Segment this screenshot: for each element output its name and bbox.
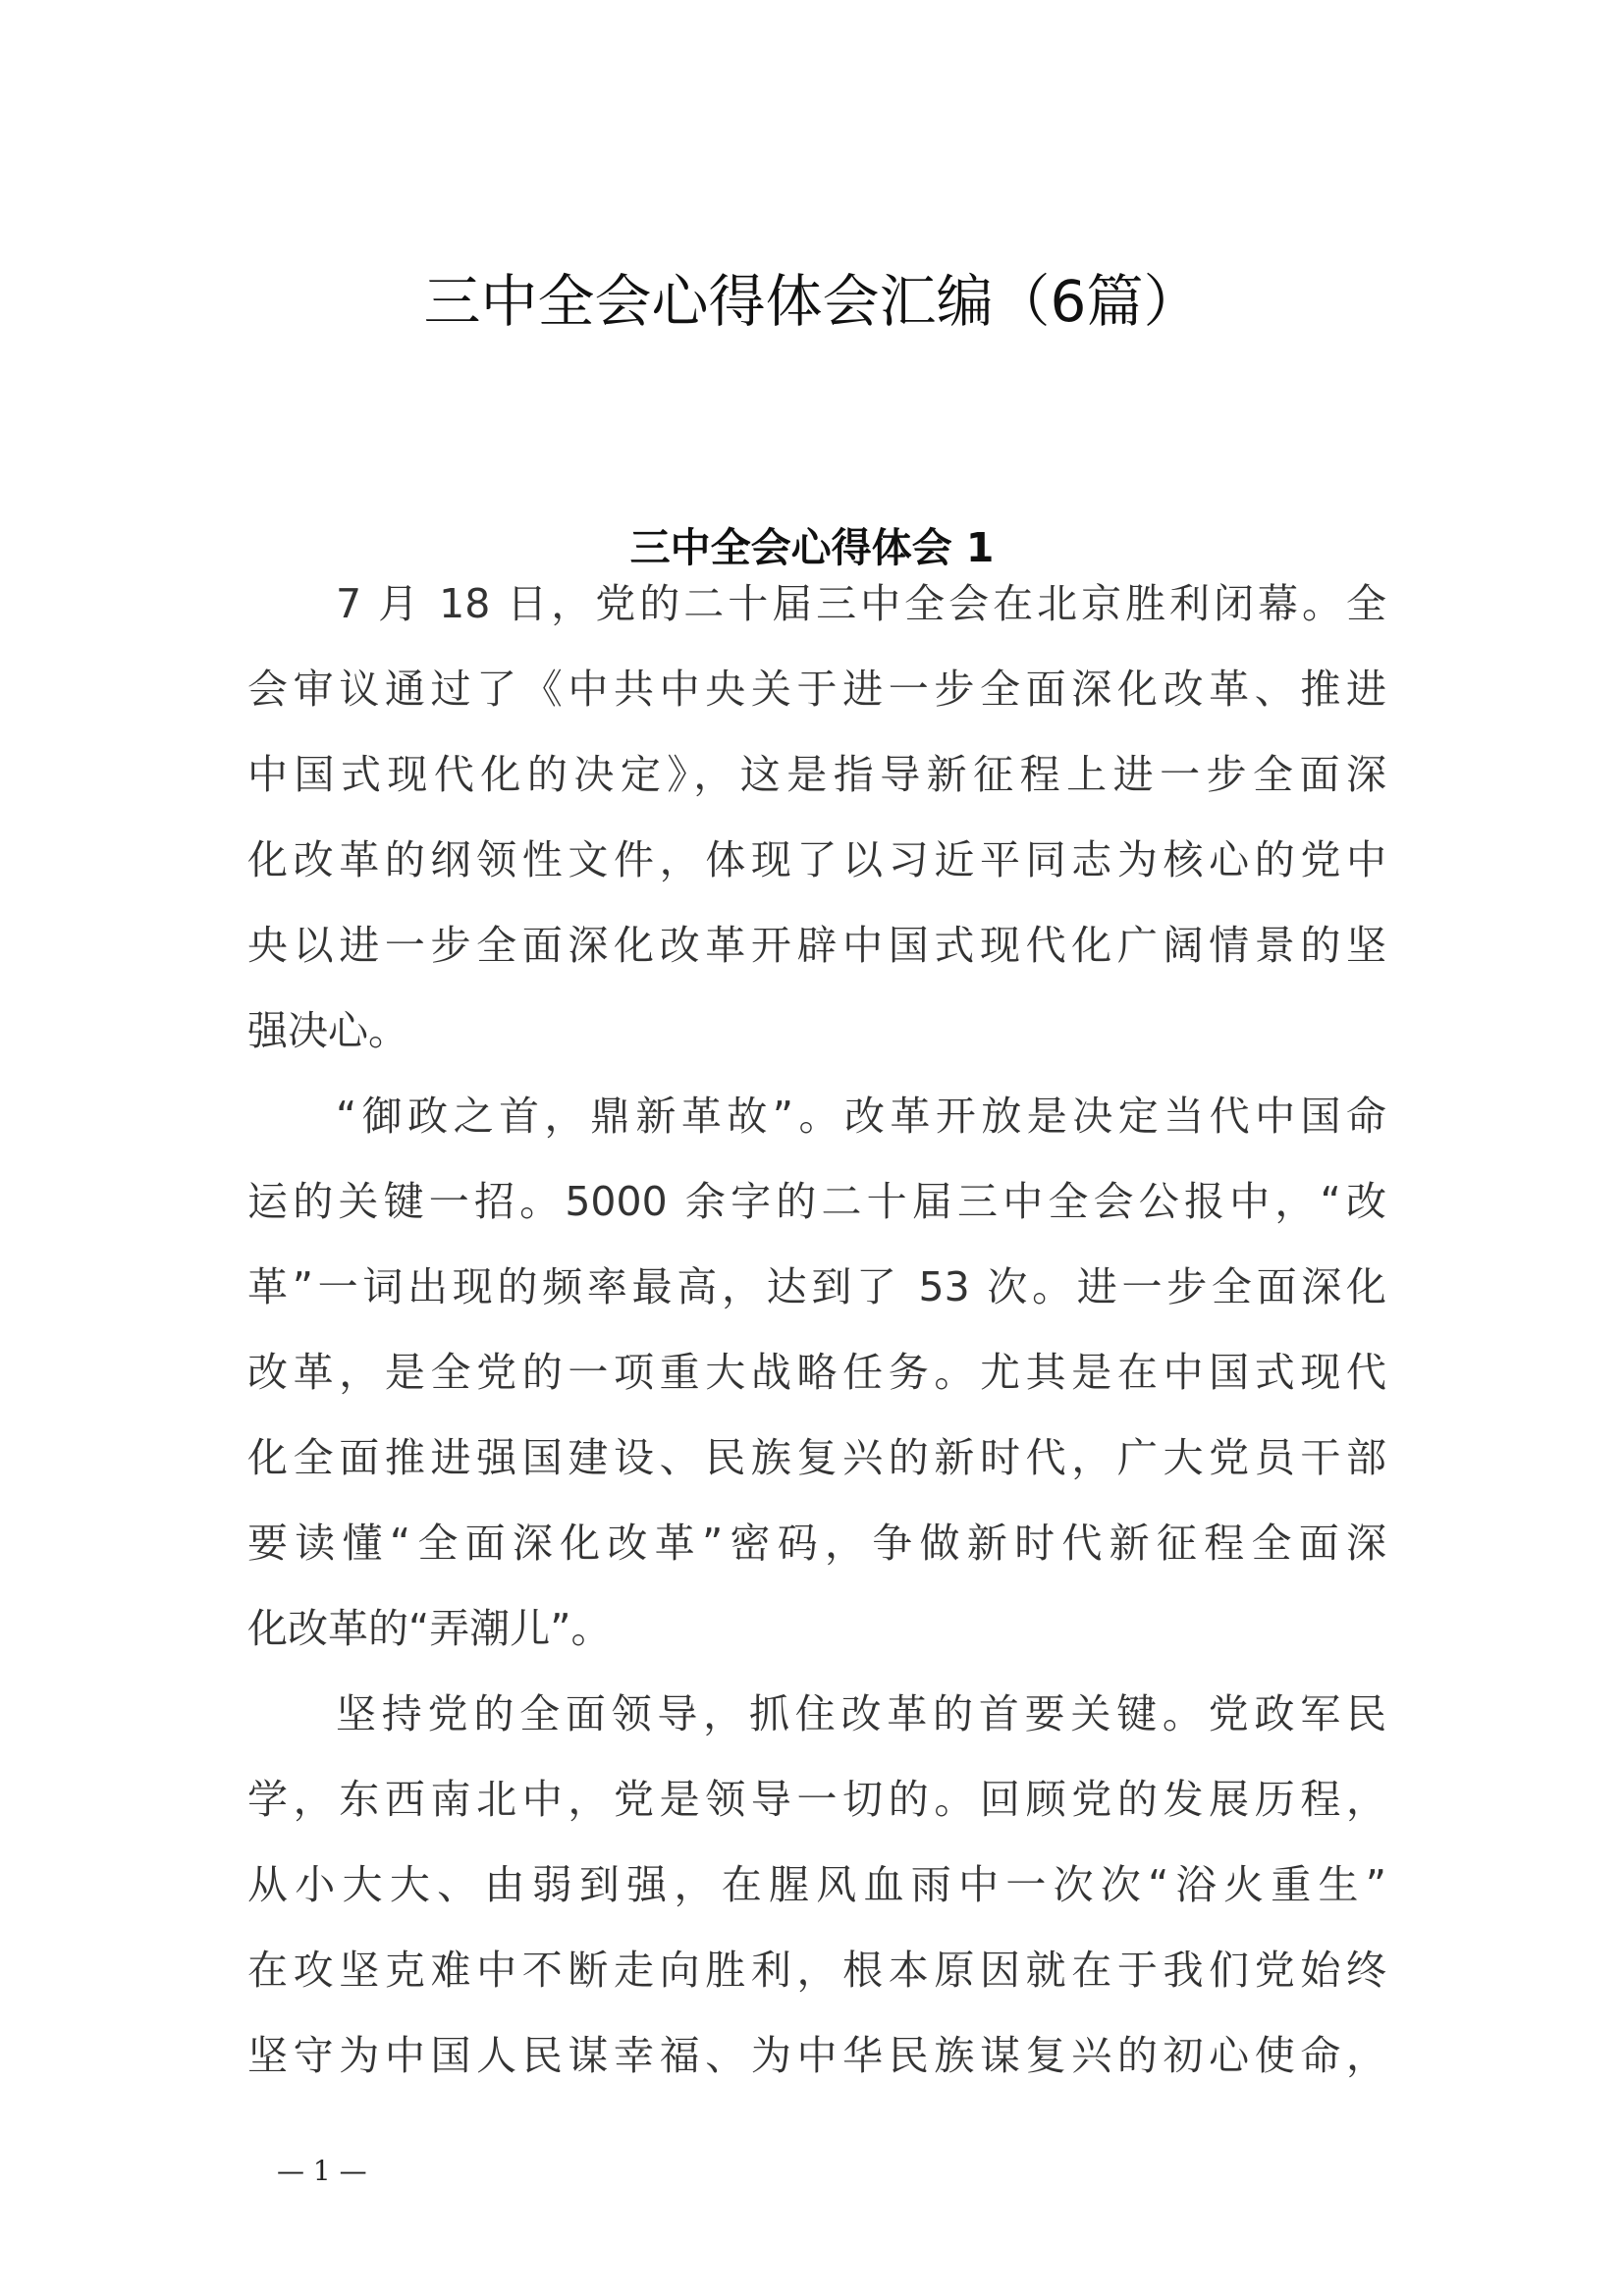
body-line: 坚守为中国人民谋幸福、为中华民族谋复兴的初心使命， [247, 2032, 1386, 2079]
body-line: 中国式现代化的决定》，这是指导新征程上进一步全面深 [247, 751, 1386, 798]
body-line: 化改革的纲领性文件，体现了以习近平同志为核心的党中 [247, 836, 1386, 883]
body-line: 要读懂“全面深化改革”密码，争做新时代新征程全面深 [247, 1520, 1386, 1567]
body-line: 化改革的“弄潮儿”。 [247, 1605, 612, 1652]
body-line: 改革，是全党的一项重大战略任务。尤其是在中国式现代 [247, 1349, 1386, 1396]
document-title: 三中全会心得体会汇编（6篇） [423, 267, 1201, 335]
body-line: 在攻坚克难中不断走向胜利，根本原因就在于我们党始终 [247, 1947, 1386, 1994]
body-line: 7 月 18 日，党的二十届三中全会在北京胜利闭幕。全 [336, 580, 1386, 627]
body-line: 革”一词出现的频率最高，达到了 53 次。进一步全面深化 [247, 1263, 1386, 1310]
document-body [247, 569, 1386, 2107]
body-line: 运的关键一招。5000 余字的二十届三中全会公报中，“改 [247, 1178, 1386, 1225]
page-number: — 1 — [277, 2155, 367, 2187]
body-line: 央以进一步全面深化改革开辟中国式现代化广阔情景的坚 [247, 922, 1386, 969]
body-line: 坚持党的全面领导，抓住改革的首要关键。党政军民 [336, 1690, 1386, 1737]
section-title: 三中全会心得体会 1 [629, 524, 995, 572]
body-line: 强决心。 [247, 1007, 408, 1054]
body-line: 学，东西南北中，党是领导一切的。回顾党的发展历程， [247, 1776, 1386, 1823]
body-line: 会审议通过了《中共中央关于进一步全面深化改革、推进 [247, 666, 1386, 713]
body-line: 从小大大、由弱到强，在腥风血雨中一次次“浴火重生” [247, 1861, 1386, 1908]
body-line: 化全面推进强国建设、民族复兴的新时代，广大党员干部 [247, 1434, 1386, 1481]
body-line: “御政之首，鼎新革故”。改革开放是决定当代中国命 [336, 1093, 1386, 1140]
